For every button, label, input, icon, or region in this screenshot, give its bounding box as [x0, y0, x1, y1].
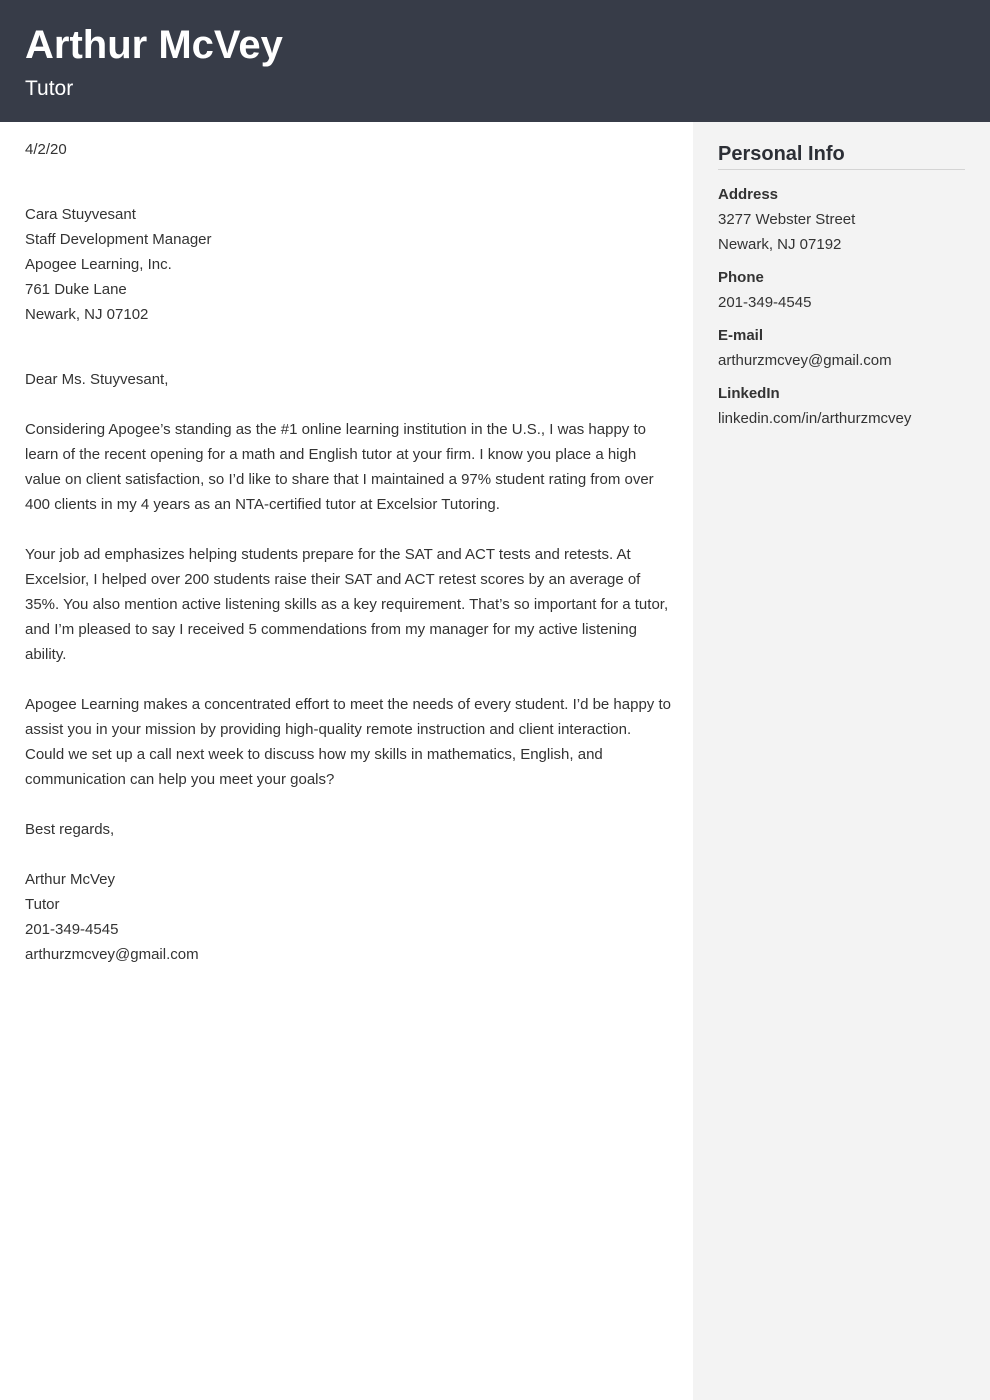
header [0, 0, 990, 122]
address-group [718, 182, 965, 257]
address-line-2: Newark, NJ 07192 [718, 236, 842, 253]
linkedin-group [718, 381, 965, 431]
page-content [0, 122, 990, 1400]
signature-block [25, 867, 671, 967]
recipient-city: Newark, NJ 07102 [25, 306, 149, 323]
paragraph-1: Considering Apogee’s standing as the #1 online learning institution in the U.S., I was happy to learn of the recent opening for a math and English tutor at your firm. I know you place a high value on client satisfaction, so I’d like to share that I maintained a 97% student rating from over 400 clients in my 4 years as an NTA-certified tutor at Excelsior Tutoring. [25, 421, 654, 513]
letter-body [0, 122, 693, 1400]
signature-name: Arthur McVey [25, 871, 116, 888]
signature-title: Tutor [25, 896, 60, 913]
letter-date: 4/2/20 [25, 141, 67, 158]
sidebar-heading: Personal Info [718, 142, 965, 170]
applicant-name: Arthur McVey [25, 23, 283, 67]
phone-label: Phone [718, 269, 764, 286]
recipient-street: 761 Duke Lane [25, 281, 127, 298]
paragraph-3: Apogee Learning makes a concentrated effort to meet the needs of every student. I’d be happy to assist you in your mission by providing high-quality remote instruction and client interaction. Could we set up a call next week to discuss how my skills in mathematics, English, and communication can help you meet your goals? [25, 696, 671, 788]
address-label: Address [718, 186, 779, 203]
linkedin-value: linkedin.com/in/arthurzmcvey [718, 410, 912, 427]
closing: Best regards, [25, 821, 115, 838]
signature-email: arthurzmcvey@gmail.com [25, 946, 199, 963]
email-value: arthurzmcvey@gmail.com [718, 352, 892, 369]
recipient-company: Apogee Learning, Inc. [25, 256, 172, 273]
salutation: Dear Ms. Stuyvesant, [25, 371, 169, 388]
address-line-1: 3277 Webster Street [718, 211, 856, 228]
signature-phone: 201-349-4545 [25, 921, 119, 938]
email-label: E-mail [718, 327, 764, 344]
linkedin-label: LinkedIn [718, 385, 780, 402]
personal-info-sidebar [693, 122, 990, 1400]
email-group [718, 323, 965, 373]
phone-value: 201-349-4545 [718, 294, 812, 311]
recipient-name: Cara Stuyvesant [25, 206, 136, 223]
applicant-title: Tutor [25, 77, 74, 100]
phone-group [718, 265, 965, 315]
recipient-title: Staff Development Manager [25, 231, 212, 248]
recipient-block [25, 202, 671, 327]
paragraph-2: Your job ad emphasizes helping students prepare for the SAT and ACT tests and retests. At Excelsior, I helped over 200 students raise their SAT and ACT retest scores by an average of 35%. You also mention active listening skills as a key requirement. That’s so important for a tutor, and I’m pleased to say I received 5 commendations from my manager for my active listening ability. [25, 546, 669, 663]
